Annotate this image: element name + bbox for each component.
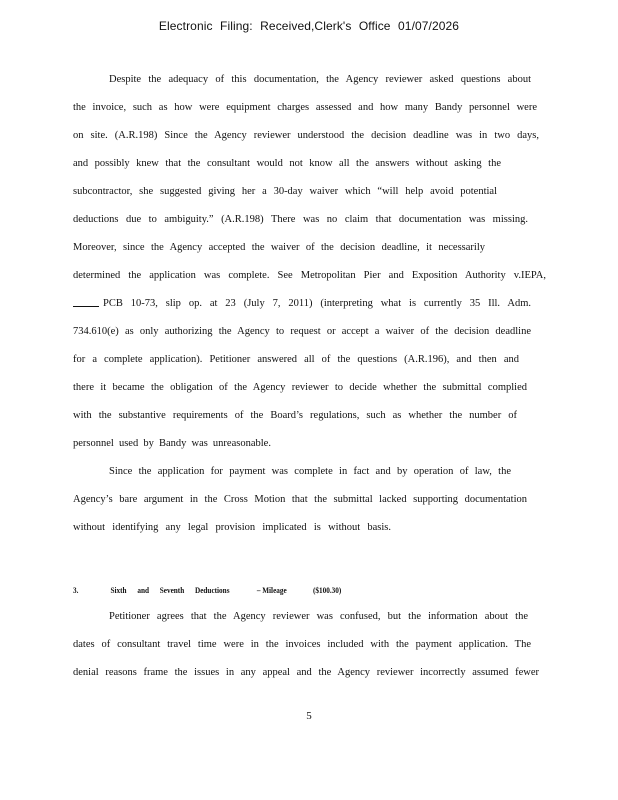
text-line: denial reasons frame the issues in any appeal and the Agency reviewer incorrectly assumed fewer [73,667,539,678]
text-line: and possibly knew that the consultant would not know all the answers without asking the [73,158,501,169]
text-line: 734.610(e) as only authorizing the Agency to request or accept a waiver of the decision deadline [73,326,531,337]
text-line: there it became the obligation of the Agency reviewer to decide whether the submittal complied [73,382,527,393]
text-line: Petitioner agrees that the Agency reviewer was confused, but the information about the [109,611,528,622]
text-line: deductions due to ambiguity.” (A.R.198) There was no claim that documentation was missing. [73,214,528,225]
section-title: Sixth and Seventh Deductions [110,585,230,595]
page-number: 5 [306,710,312,722]
section-amount: ($100.30) [313,585,342,595]
text-line: determined the application was complete. See Metropolitan Pier and Exposition Authority v.IEPA, [73,270,546,281]
text-line: the invoice, such as how were equipment charges assessed and how many Bandy personnel were [73,102,537,113]
text-line: Moreover, since the Agency accepted the waiver of the decision deadline, it necessarily [73,242,485,253]
text-line: for a complete application). Petitioner answered all of the questions (A.R.196), and then and [73,354,519,365]
text-line: Despite the adequacy of this documentation, the Agency reviewer asked questions about [109,74,531,85]
section-subtitle: – Mileage [256,585,287,595]
citation-line [73,298,531,310]
text-line: Agency’s bare argument in the Cross Motion that the submittal lacked supporting documentation [73,494,527,505]
text-line: PCB 10-73, slip op. at 23 (July 7, 2011) (interpreting what is currently 35 Ill. Adm. [103,298,531,309]
section-number: 3. [73,585,79,595]
text-line: on site. (A.R.198) Since the Agency reviewer understood the decision deadline was in two days, [73,130,539,141]
citation-blank [73,298,99,307]
filing-stamp-header: Electronic Filing: Received,Clerk's Office 01/07/2026 [158,19,460,33]
text-line: personnel used by Bandy was unreasonable. [73,438,271,449]
text-line: subcontractor, she suggested giving her a 30-day waiver which “will help avoid potential [73,186,497,197]
section-heading [73,584,341,596]
text-line: with the substantive requirements of the Board’s regulations, such as whether the number of [73,410,517,421]
text-line: without identifying any legal provision implicated is without basis. [73,522,391,533]
text-line: Since the application for payment was complete in fact and by operation of law, the [109,466,511,477]
text-line: dates of consultant travel time were in the invoices included with the payment application. The [73,639,531,650]
